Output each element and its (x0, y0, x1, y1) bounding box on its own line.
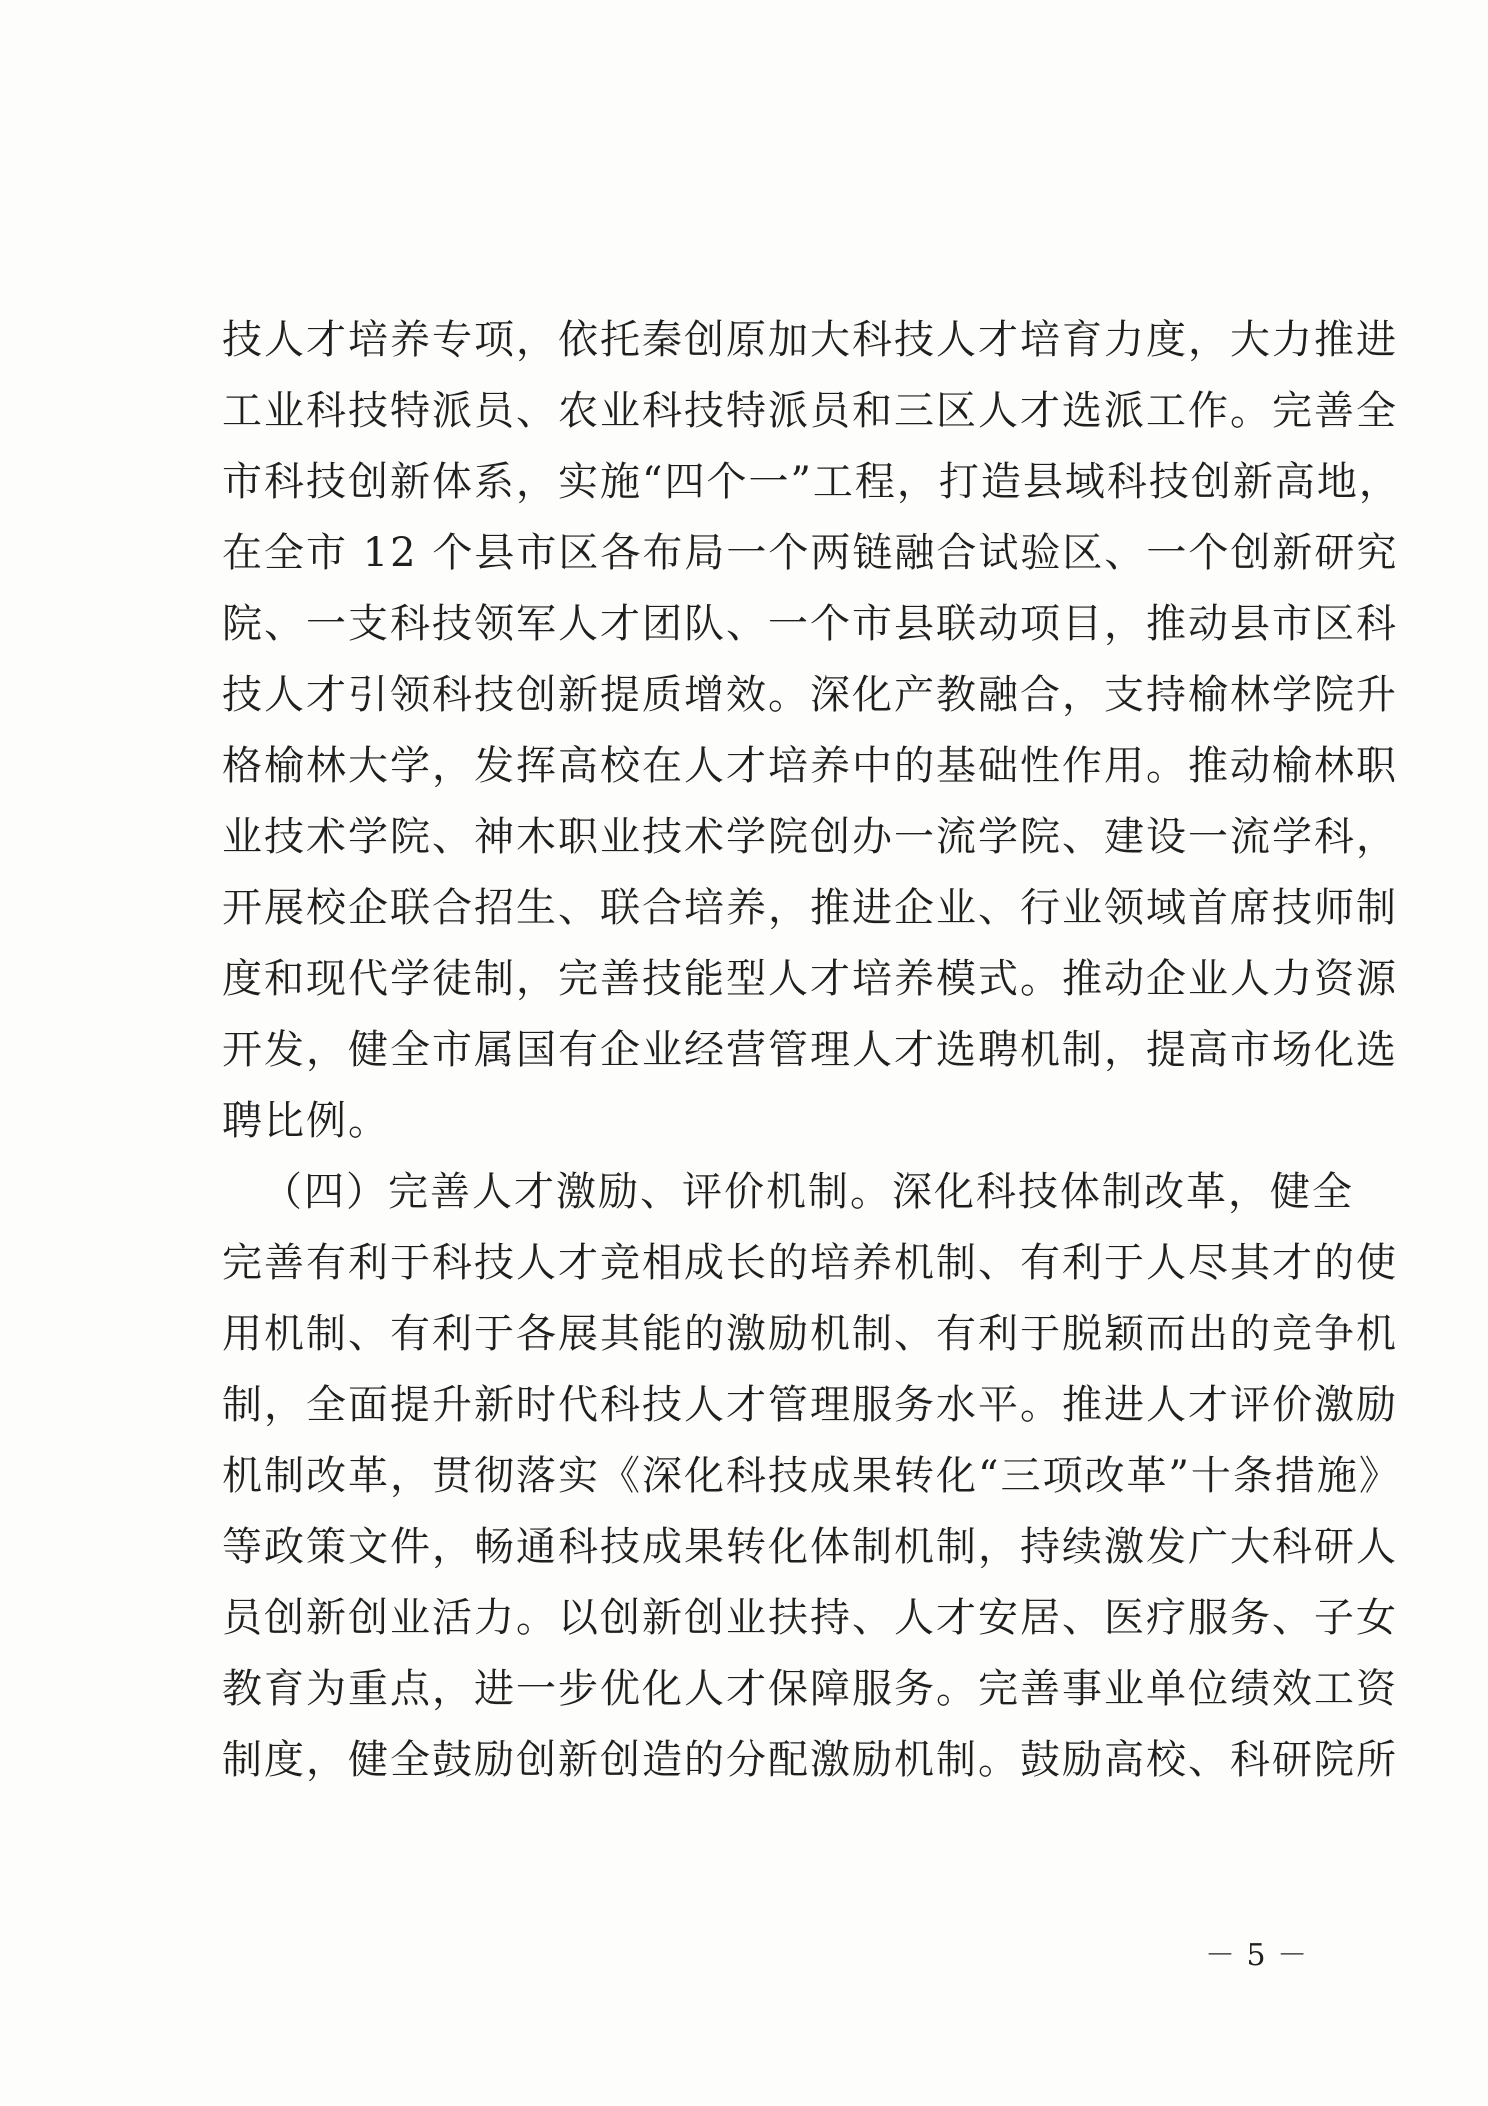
text-line: 聘比例。 (222, 1098, 390, 1144)
text-line: 教育为重点，进一步优化人才保障服务。完善事业单位绩效工资 (222, 1666, 1398, 1712)
text-line: 市科技创新体系，实施“四个一”工程，打造县域科技创新高地， (222, 459, 1401, 505)
text-line: 度和现代学徒制，完善技能型人才培养模式。推动企业人力资源 (222, 956, 1398, 1002)
text-line: 技人才引领科技创新提质增效。深化产教融合，支持榆林学院升 (222, 672, 1398, 718)
text-line: 业技术学院、神木职业技术学院创办一流学院、建设一流学科， (222, 814, 1398, 860)
paragraph-1 (222, 305, 1401, 1157)
text-line: 工业科技特派员、农业科技特派员和三区人才选派工作。完善全 (222, 388, 1398, 434)
text-line: 完善有利于科技人才竞相成长的培养机制、有利于人尽其才的使 (222, 1240, 1398, 1286)
text-line: 用机制、有利于各展其能的激励机制、有利于脱颖而出的竞争机 (222, 1311, 1398, 1357)
text-line: 院、一支科技领军人才团队、一个市县联动项目，推动县市区科 (222, 601, 1398, 647)
text-line: 开发，健全市属国有企业经营管理人才选聘机制，提高市场化选 (222, 1027, 1398, 1073)
document-body (222, 305, 1401, 1796)
text-line: 制，全面提升新时代科技人才管理服务水平。推进人才评价激励 (222, 1382, 1398, 1428)
text-line: 在全市 12 个县市区各布局一个两链融合试验区、一个创新研究 (222, 530, 1399, 576)
page-number: － 5 － (1205, 1938, 1309, 1973)
text-line: 格榆林大学，发挥高校在人才培养中的基础性作用。推动榆林职 (222, 743, 1398, 789)
text-line: 机制改革，贯彻落实《深化科技成果转化“三项改革”十条措施》 (222, 1453, 1401, 1499)
text-line: 等政策文件，畅通科技成果转化体制机制，持续激发广大科研人 (222, 1524, 1398, 1570)
text-line: 开展校企联合招生、联合培养，推进企业、行业领域首席技师制 (222, 885, 1398, 931)
text-line: （四）完善人才激励、评价机制。深化科技体制改革，健全 (262, 1169, 1354, 1215)
text-line: 技人才培养专项，依托秦创原加大科技人才培育力度，大力推进 (222, 317, 1398, 363)
paragraph-2 (222, 1157, 1401, 1796)
text-line: 员创新创业活力。以创新创业扶持、人才安居、医疗服务、子女 (222, 1595, 1398, 1641)
text-line: 制度，健全鼓励创新创造的分配激励机制。鼓励高校、科研院所 (222, 1737, 1398, 1783)
